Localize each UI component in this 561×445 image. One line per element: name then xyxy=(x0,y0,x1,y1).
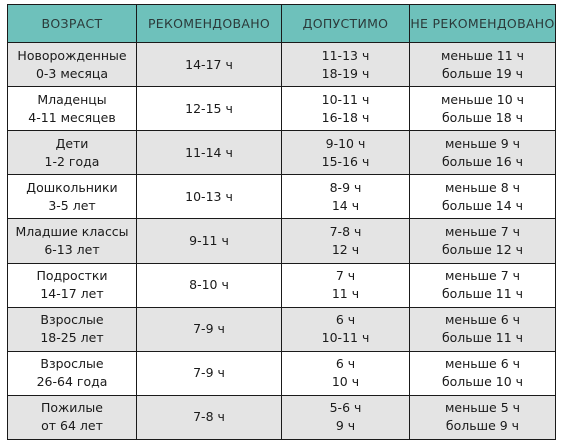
table-row xyxy=(8,307,556,351)
acceptable-cell xyxy=(282,87,410,131)
not-recommended-low: меньше 6 ч xyxy=(444,312,521,328)
acceptable-high: 16-18 ч xyxy=(321,109,370,125)
age-group: Взрослые xyxy=(40,356,104,372)
acceptable-cell xyxy=(282,131,410,175)
sleep-duration-table xyxy=(7,4,556,440)
not-recommended-cell xyxy=(410,263,556,307)
acceptable-low: 7 ч xyxy=(335,268,356,284)
recommended-cell: 8-10 ч xyxy=(137,263,282,307)
table-row xyxy=(8,175,556,219)
acceptable-low: 6 ч xyxy=(335,356,356,372)
age-group: Новорожденные xyxy=(17,47,127,63)
age-cell xyxy=(8,131,137,175)
acceptable-cell xyxy=(282,395,410,439)
age-range: от 64 лет xyxy=(41,418,103,434)
age-cell xyxy=(8,395,137,439)
acceptable-cell xyxy=(282,307,410,351)
acceptable-high: 10 ч xyxy=(331,374,360,390)
acceptable-cell xyxy=(282,43,410,87)
not-recommended-high: больше 18 ч xyxy=(441,109,524,125)
recommended-cell: 10-13 ч xyxy=(137,175,282,219)
table-header-row xyxy=(8,5,556,43)
table-row xyxy=(8,263,556,307)
not-recommended-low: меньше 9 ч xyxy=(444,135,521,151)
not-recommended-high: больше 9 ч xyxy=(445,418,520,434)
table-row xyxy=(8,131,556,175)
acceptable-low: 10-11 ч xyxy=(321,91,370,107)
acceptable-high: 9 ч xyxy=(335,418,356,434)
table-row xyxy=(8,219,556,263)
recommended-cell: 7-9 ч xyxy=(137,351,282,395)
not-recommended-cell xyxy=(410,43,556,87)
not-recommended-cell xyxy=(410,175,556,219)
header-not-recommended: НЕ РЕКОМЕНДОВАНО xyxy=(410,5,556,43)
acceptable-cell xyxy=(282,175,410,219)
acceptable-high: 18-19 ч xyxy=(321,65,370,81)
age-cell xyxy=(8,87,137,131)
recommended-cell: 9-11 ч xyxy=(137,219,282,263)
not-recommended-cell xyxy=(410,131,556,175)
acceptable-cell xyxy=(282,219,410,263)
age-range: 6-13 лет xyxy=(44,241,100,257)
not-recommended-low: меньше 11 ч xyxy=(440,47,525,63)
acceptable-low: 5-6 ч xyxy=(329,400,362,416)
age-group: Младенцы xyxy=(37,91,107,107)
not-recommended-high: больше 19 ч xyxy=(441,65,524,81)
not-recommended-low: меньше 8 ч xyxy=(444,179,521,195)
header-acceptable: ДОПУСТИМО xyxy=(282,5,410,43)
not-recommended-high: больше 14 ч xyxy=(441,197,524,213)
table-row xyxy=(8,87,556,131)
not-recommended-low: меньше 10 ч xyxy=(440,91,525,107)
not-recommended-low: меньше 7 ч xyxy=(444,223,521,239)
not-recommended-cell xyxy=(410,307,556,351)
age-range: 3-5 лет xyxy=(48,197,96,213)
not-recommended-high: больше 16 ч xyxy=(441,153,524,169)
age-range: 0-3 месяца xyxy=(35,65,109,81)
age-range: 4-11 месяцев xyxy=(28,109,116,125)
acceptable-high: 12 ч xyxy=(331,241,360,257)
not-recommended-high: больше 11 ч xyxy=(441,286,524,302)
age-cell xyxy=(8,175,137,219)
not-recommended-cell xyxy=(410,351,556,395)
acceptable-low: 8-9 ч xyxy=(329,179,362,195)
age-group: Дети xyxy=(55,135,89,151)
age-cell xyxy=(8,263,137,307)
not-recommended-low: меньше 6 ч xyxy=(444,356,521,372)
age-cell xyxy=(8,43,137,87)
acceptable-high: 15-16 ч xyxy=(321,153,370,169)
acceptable-low: 9-10 ч xyxy=(325,135,366,151)
age-range: 18-25 лет xyxy=(40,330,104,346)
not-recommended-high: больше 11 ч xyxy=(441,330,524,346)
age-cell xyxy=(8,307,137,351)
acceptable-low: 6 ч xyxy=(335,312,356,328)
not-recommended-high: больше 10 ч xyxy=(441,374,524,390)
age-range: 26-64 года xyxy=(36,374,108,390)
age-group: Подростки xyxy=(36,268,108,284)
sleep-table-container xyxy=(7,4,555,440)
not-recommended-cell xyxy=(410,87,556,131)
acceptable-high: 14 ч xyxy=(331,197,360,213)
age-cell xyxy=(8,219,137,263)
header-age: ВОЗРАСТ xyxy=(8,5,137,43)
acceptable-low: 7-8 ч xyxy=(329,223,362,239)
recommended-cell: 7-9 ч xyxy=(137,307,282,351)
header-recommended: РЕКОМЕНДОВАНО xyxy=(137,5,282,43)
acceptable-high: 11 ч xyxy=(331,286,360,302)
not-recommended-high: больше 12 ч xyxy=(441,241,524,257)
table-row xyxy=(8,43,556,87)
recommended-cell: 7-8 ч xyxy=(137,395,282,439)
age-range: 14-17 лет xyxy=(40,286,104,302)
age-group: Пожилые xyxy=(41,400,103,416)
age-cell xyxy=(8,351,137,395)
not-recommended-cell xyxy=(410,395,556,439)
acceptable-low: 11-13 ч xyxy=(321,47,370,63)
table-row xyxy=(8,395,556,439)
acceptable-cell xyxy=(282,263,410,307)
recommended-cell: 12-15 ч xyxy=(137,87,282,131)
age-range: 1-2 года xyxy=(44,153,100,169)
table-row xyxy=(8,351,556,395)
not-recommended-cell xyxy=(410,219,556,263)
recommended-cell: 11-14 ч xyxy=(137,131,282,175)
acceptable-cell xyxy=(282,351,410,395)
age-group: Дошкольники xyxy=(26,179,118,195)
not-recommended-low: меньше 5 ч xyxy=(444,400,521,416)
age-group: Взрослые xyxy=(40,312,104,328)
recommended-cell: 14-17 ч xyxy=(137,43,282,87)
acceptable-high: 10-11 ч xyxy=(321,330,370,346)
not-recommended-low: меньше 7 ч xyxy=(444,268,521,284)
age-group: Младшие классы xyxy=(15,223,129,239)
